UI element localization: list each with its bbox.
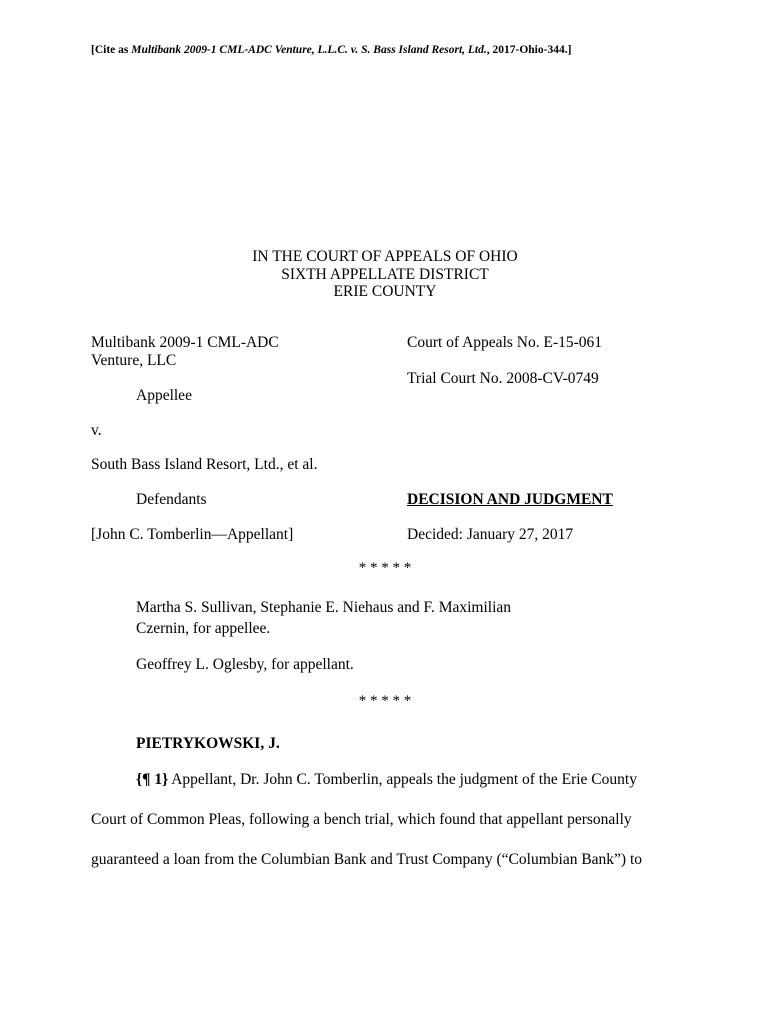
versus: v. xyxy=(91,422,102,439)
opinion-line-2: Court of Common Pleas, following a bench trial, which found that appellant personally xyxy=(91,811,632,828)
citation-open: [Cite as xyxy=(91,44,132,56)
citation-case-name: Multibank 2009-1 CML-ADC Venture, L.L.C. v. S. Bass Island Resort, Ltd. xyxy=(131,44,487,56)
defendants-role: Defendants xyxy=(136,491,207,508)
appellee-name-line1: Multibank 2009-1 CML-ADC xyxy=(91,334,279,351)
paragraph-marker: {¶ 1} xyxy=(136,771,169,788)
court-heading xyxy=(0,248,770,301)
appellee-role: Appellee xyxy=(136,387,192,404)
opinion-line-3: guaranteed a loan from the Columbian Bank and Trust Company (“Columbian Bank”) to xyxy=(91,851,643,868)
opinion-line-1 xyxy=(136,771,637,789)
section-separator: * * * * * xyxy=(358,560,412,576)
trial-case-number: Trial Court No. 2008-CV-0749 xyxy=(407,370,599,387)
appellee-counsel-line2: Czernin, for appellee. xyxy=(136,620,271,637)
defendants-name: South Bass Island Resort, Ltd., et al. xyxy=(91,456,318,473)
appellant-label: [John C. Tomberlin—Appellant] xyxy=(91,526,294,543)
citation-close: , 2017-Ohio-344.] xyxy=(486,44,572,56)
court-county: ERIE COUNTY xyxy=(333,283,437,300)
appellant-counsel: Geoffrey L. Oglesby, for appellant. xyxy=(136,656,354,673)
court-district: SIXTH APPELLATE DISTRICT xyxy=(281,265,489,283)
citation-header xyxy=(91,44,571,56)
appellee-counsel-line1: Martha S. Sullivan, Stephanie E. Niehaus and F. Maximilian xyxy=(136,599,512,616)
judge-name: PIETRYKOWSKI, J. xyxy=(136,735,280,752)
opinion-text: Appellant, Dr. John C. Tomberlin, appeals the judgment of the Erie County xyxy=(168,771,637,788)
court-name: IN THE COURT OF APPEALS OF OHIO xyxy=(252,248,518,265)
appellee-name-line2: Venture, LLC xyxy=(91,352,177,369)
appeals-case-number: Court of Appeals No. E-15-061 xyxy=(407,334,603,351)
decided-date: Decided: January 27, 2017 xyxy=(407,526,574,543)
decision-title: DECISION AND JUDGMENT xyxy=(407,491,613,508)
section-separator: * * * * * xyxy=(358,693,412,709)
